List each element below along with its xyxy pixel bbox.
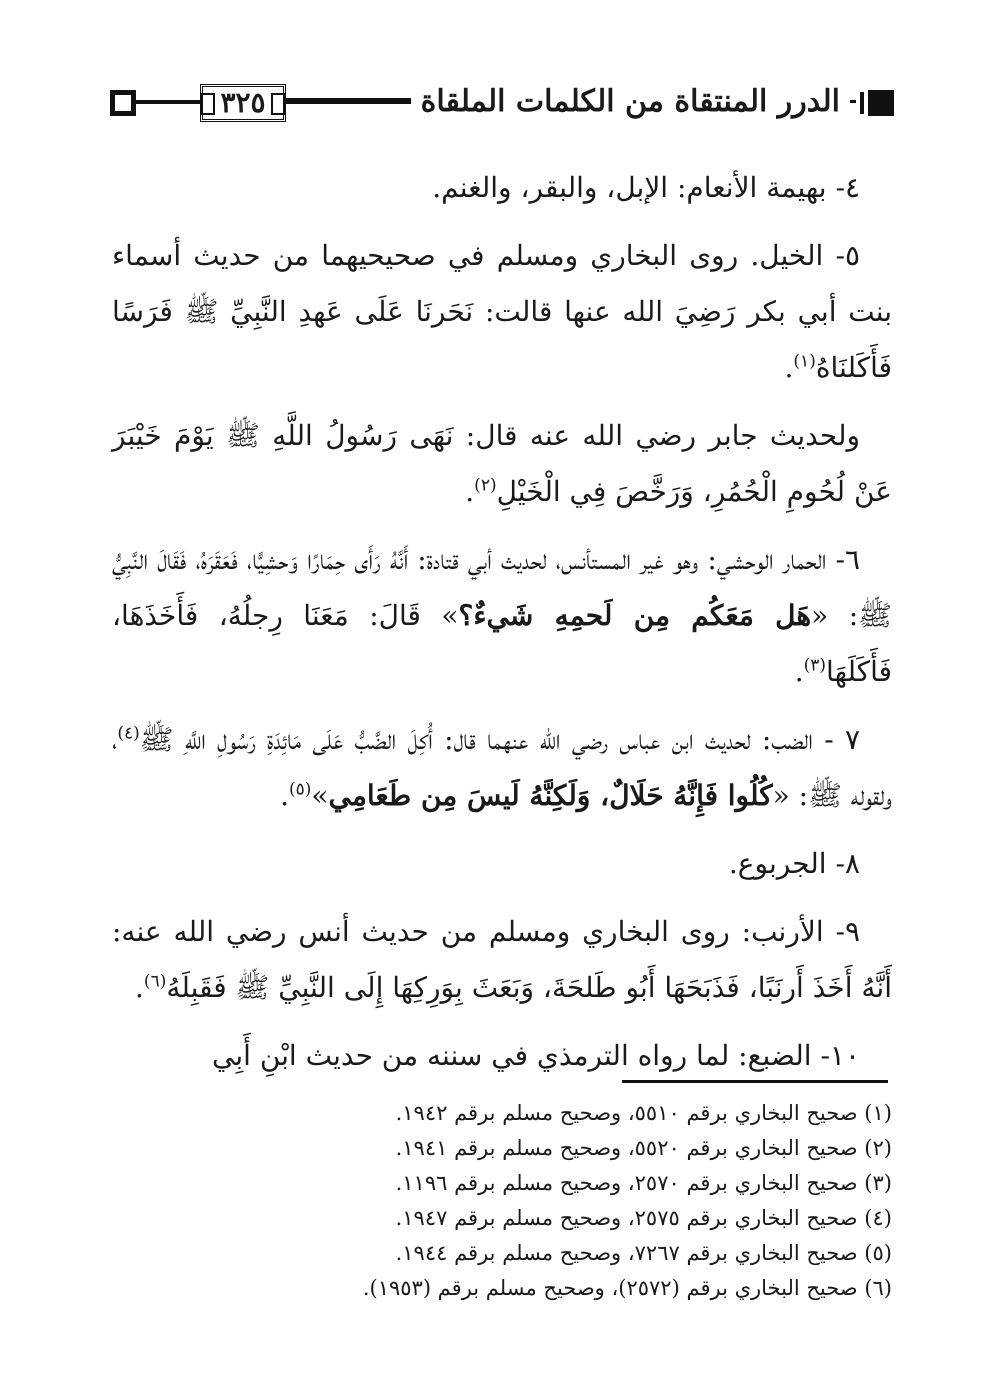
footnote-6: (٦) صحيح البخاري برقم (٢٥٧٢)، وصحيح مسلم برقم (١٩٥٣). <box>362 1276 892 1300</box>
footnote-2: (٢) صحيح البخاري برقم ٥٥٢٠، وصحيح مسلم برقم ١٩٤١. <box>395 1136 892 1160</box>
paragraph-rabbit: ٩- الأرنب: روى البخاري ومسلم من حديث أنس رضي الله عنه: أَنَّهُ أَخَذَ أَرنَبًا، فَذَبَحَهَا أَبُو طَلحَةَ، وَبَعَثَ بِوَرِكِهَا إِلَى النَّبِيِّ ﷺ فَقَبِلَهُ$^{(٦)}$. <box>112 915 892 1004</box>
footnote-ref-6[interactable]: (٦) <box>143 971 167 992</box>
header-right-tick <box>860 92 864 114</box>
footnote-ref-5[interactable]: (٥) <box>288 779 312 800</box>
paragraph-bahimat-alanaam: ٤- بهيمة الأنعام: الإبل، والبقر، والغنم. <box>432 171 860 204</box>
footnotes <box>112 1096 892 1306</box>
paragraph-horses: ٥- الخيل. روى البخاري ومسلم في صحيحيهما من حديث أسماء بنت أبي بكر رَضِيَ الله عنها قالت: نَحَرنَا عَلَى عَهدِ النَّبِيِّ ﷺ فَرَسًا فَأَكَلنَاهُ$^{(١)}$. <box>112 239 892 384</box>
paragraph-jabir-hadith: ولحديث جابر رضي الله عنه قال: نَهَى رَسُولُ اللَّهِ ﷺ يَوْمَ خَيْبَرَ عَنْ لُحُومِ الْحُمُرِ، وَرَخَّصَ فِي الْخَيْلِ$^{(٢)}$. <box>112 419 892 508</box>
footnote-ref-4[interactable]: (٤) <box>117 723 140 744</box>
footnote-3: (٣) صحيح البخاري برقم ٢٥٧٠، وصحيح مسلم برقم ١١٩٦. <box>395 1171 892 1195</box>
page-header <box>110 78 894 130</box>
hadith-quote-bold: كُلُوا فَإِنَّهُ حَلَالٌ، وَلَكِنَّهُ لَيسَ مِن طَعَامِي <box>328 779 773 812</box>
footnote-separator <box>622 1080 888 1083</box>
page-number-frame <box>200 84 286 122</box>
paragraph-lizard: ٧ - الضب: لحديث ابن عباس رضي الله عنهما قال: أُكِلَ الضَّبُّ عَلَى مَائِدَةِ رَسُولِ اللَّهِ ﷺ$^{(٤)}$، ولقوله ﷺ: «كُلُوا فَإِنَّهُ حَلَالٌ، وَلَكِنَّهُ لَيسَ مِن طَعَامِي»$^{(٥)}$. <box>112 723 892 812</box>
header-left-square-ornament <box>110 90 136 116</box>
footnote-ref-1[interactable]: (١) <box>793 351 816 372</box>
footnote-1: (١) صحيح البخاري برقم ٥٥١٠، وصحيح مسلم برقم ١٩٤٢. <box>395 1101 892 1125</box>
page-number: ٣٢٥ <box>220 86 266 119</box>
main-text <box>112 160 892 1096</box>
header-left-rule <box>136 100 200 104</box>
book-title: الدرر المنتقاة من الكلمات الملقاة <box>411 80 850 124</box>
footnote-ref-2[interactable]: (٢) <box>474 475 497 496</box>
paragraph-jerboa: ٨- الجربوع. <box>728 847 860 880</box>
footnote-5: (٥) صحيح البخاري برقم ٧٢٦٧، وصحيح مسلم برقم ١٩٤٤. <box>395 1241 892 1265</box>
paragraph-wild-donkey: ٦- الحمار الوحشي: وهو غير المستأنس، لحديث أبي قتادة: أَنَّهُ رَأَى حِمَارًا وَحشِيًّا، فَعَقَرَهُ، فَقَالَ النَّبِيُّ ﷺ: «هَل مَعَكُم مِن لَحمِهِ شَيءٌ؟» قَالَ: مَعَنَا رِجلُهُ، فَأَخَذَهَا، فَأَكَلَهَا$^{(٣)}$. <box>112 543 892 688</box>
footnote-4: (٤) صحيح البخاري برقم ٢٥٧٥، وصحيح مسلم برقم ١٩٤٧. <box>395 1206 892 1230</box>
header-right-square-ornament <box>868 90 894 116</box>
hadith-quote-bold: هَل مَعَكُم مِن لَحمِهِ شَيءٌ؟ <box>458 599 812 632</box>
paragraph-hyena: ١٠- الضبع: لما رواه الترمذي في سننه من حديث ابْنِ أَبِي <box>212 1039 860 1072</box>
footnote-ref-3[interactable]: (٣) <box>803 655 827 676</box>
